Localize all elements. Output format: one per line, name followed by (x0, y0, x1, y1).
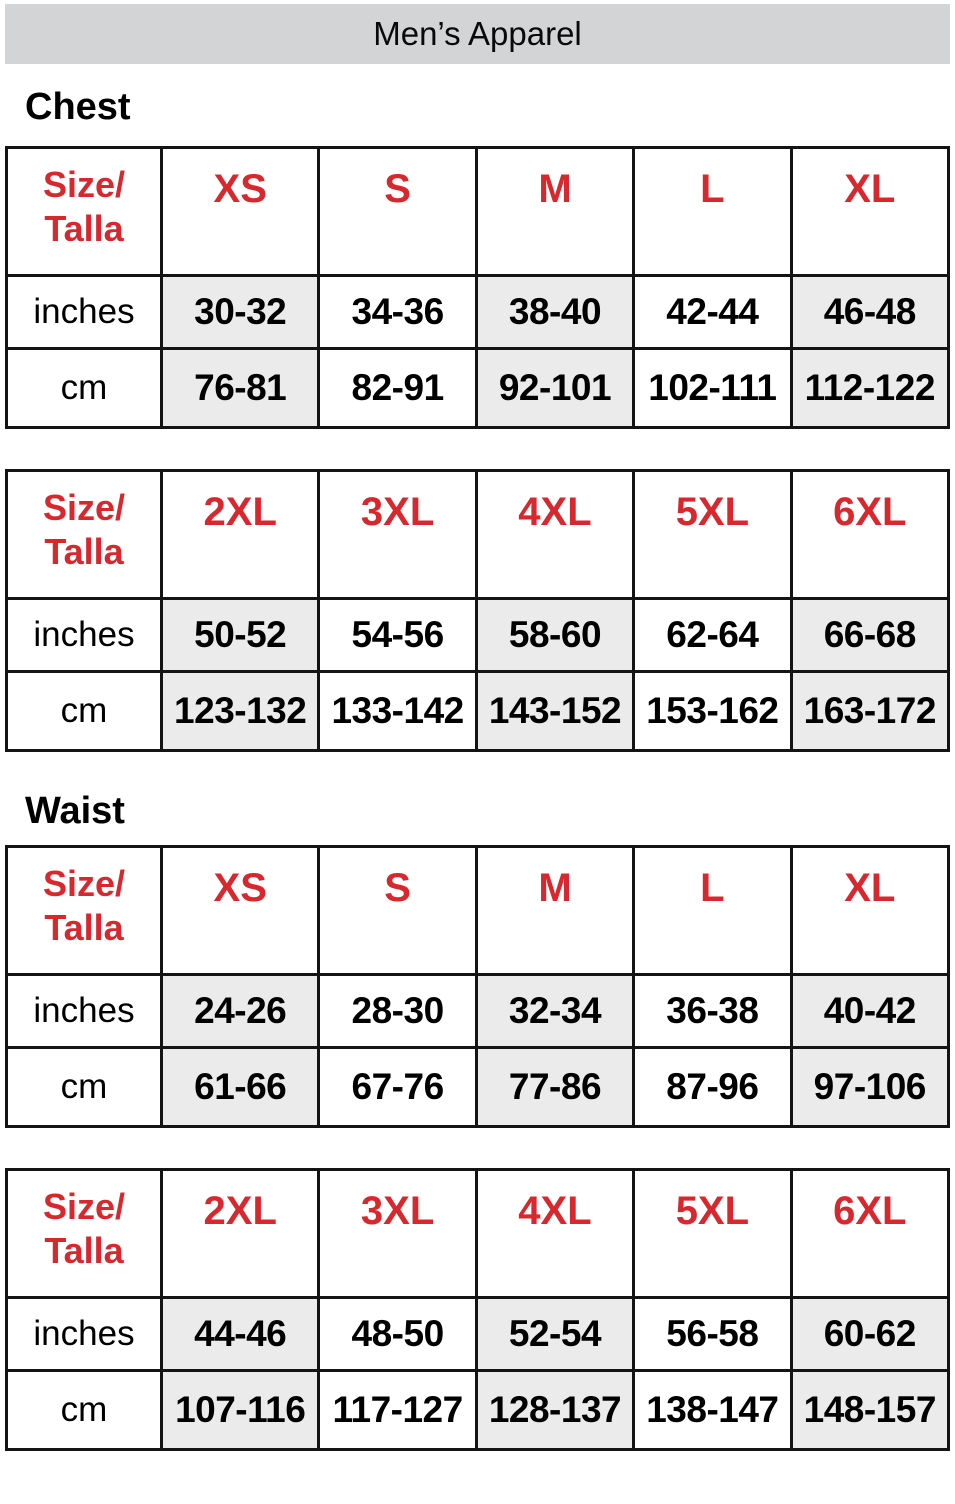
size-header-4xl: 4XL (476, 470, 633, 598)
cm-row (7, 671, 949, 750)
inches-row (7, 598, 949, 671)
size-header-xs: XS (162, 147, 319, 275)
title-bar (5, 4, 950, 64)
measurement-value: 163-172 (791, 671, 948, 750)
unit-label-cm: cm (7, 1371, 162, 1450)
measurement-value: 128-137 (476, 1371, 633, 1450)
measurement-value: 36-38 (634, 975, 791, 1048)
size-header-m: M (476, 147, 633, 275)
size-header-xs: XS (162, 847, 319, 975)
unit-label-inches: inches (7, 1298, 162, 1371)
corner-line-talla: Talla (44, 907, 124, 949)
corner-line-size: Size/ (42, 486, 126, 528)
corner-line-size: Size/ (42, 163, 126, 205)
inches-row (7, 975, 949, 1048)
inches-row (7, 275, 949, 348)
measurement-value: 58-60 (476, 598, 633, 671)
measurement-value: 143-152 (476, 671, 633, 750)
size-header-3xl: 3XL (319, 1170, 476, 1298)
table-header-row (7, 470, 949, 598)
size-header-m: M (476, 847, 633, 975)
measurement-value: 67-76 (319, 1048, 476, 1127)
measurement-value: 60-62 (791, 1298, 948, 1371)
measurement-value: 34-36 (319, 275, 476, 348)
measurement-value: 76-81 (162, 348, 319, 427)
measurement-value: 133-142 (319, 671, 476, 750)
measurement-value: 44-46 (162, 1298, 319, 1371)
cm-row (7, 348, 949, 427)
corner-line-talla: Talla (44, 207, 124, 249)
size-header-xl: XL (791, 847, 948, 975)
size-header-6xl: 6XL (791, 1170, 948, 1298)
measurement-value: 153-162 (634, 671, 791, 750)
chest-table-regular-sizes (5, 146, 950, 429)
measurement-value: 32-34 (476, 975, 633, 1048)
size-header-3xl: 3XL (319, 470, 476, 598)
unit-label-inches: inches (7, 598, 162, 671)
measurement-value: 46-48 (791, 275, 948, 348)
measurement-value: 54-56 (319, 598, 476, 671)
chest-table-extended-sizes (5, 469, 950, 752)
measurement-value: 92-101 (476, 348, 633, 427)
size-header-s: S (319, 847, 476, 975)
size-header-4xl: 4XL (476, 1170, 633, 1298)
page-title: Men’s Apparel (373, 15, 582, 52)
size-header-2xl: 2XL (162, 1170, 319, 1298)
size-header-s: S (319, 147, 476, 275)
corner-line-talla: Talla (44, 1230, 124, 1272)
section-heading-chest: Chest (25, 86, 131, 128)
measurement-value: 138-147 (634, 1371, 791, 1450)
cm-row (7, 1371, 949, 1450)
measurement-value: 102-111 (634, 348, 791, 427)
measurement-value: 82-91 (319, 348, 476, 427)
corner-size-talla-cell (7, 1170, 162, 1298)
measurement-value: 52-54 (476, 1298, 633, 1371)
corner-size-talla-cell (7, 470, 162, 598)
measurement-value: 40-42 (791, 975, 948, 1048)
measurement-value: 123-132 (162, 671, 319, 750)
corner-size-talla-cell (7, 847, 162, 975)
size-header-5xl: 5XL (634, 470, 791, 598)
unit-label-cm: cm (7, 671, 162, 750)
size-header-6xl: 6XL (791, 470, 948, 598)
size-header-5xl: 5XL (634, 1170, 791, 1298)
measurement-value: 77-86 (476, 1048, 633, 1127)
cm-row (7, 1048, 949, 1127)
size-header-l: L (634, 847, 791, 975)
waist-table-regular-sizes (5, 845, 950, 1128)
measurement-value: 38-40 (476, 275, 633, 348)
measurement-value: 61-66 (162, 1048, 319, 1127)
corner-line-talla: Talla (44, 530, 124, 572)
measurement-value: 148-157 (791, 1371, 948, 1450)
inches-row (7, 1298, 949, 1371)
measurement-value: 30-32 (162, 275, 319, 348)
corner-line-size: Size/ (42, 863, 126, 905)
table-header-row (7, 1170, 949, 1298)
measurement-value: 66-68 (791, 598, 948, 671)
table-header-row (7, 147, 949, 275)
corner-line-size: Size/ (42, 1186, 126, 1228)
unit-label-inches: inches (7, 975, 162, 1048)
table-header-row (7, 847, 949, 975)
measurement-value: 56-58 (634, 1298, 791, 1371)
unit-label-cm: cm (7, 1048, 162, 1127)
measurement-value: 24-26 (162, 975, 319, 1048)
size-header-2xl: 2XL (162, 470, 319, 598)
section-heading-waist: Waist (25, 789, 125, 832)
measurement-value: 50-52 (162, 598, 319, 671)
measurement-value: 48-50 (319, 1298, 476, 1371)
size-header-l: L (634, 147, 791, 275)
waist-table-extended-sizes (5, 1168, 950, 1451)
corner-size-talla-cell (7, 147, 162, 275)
size-header-xl: XL (791, 147, 948, 275)
unit-label-inches: inches (7, 275, 162, 348)
measurement-value: 107-116 (162, 1371, 319, 1450)
unit-label-cm: cm (7, 348, 162, 427)
measurement-value: 42-44 (634, 275, 791, 348)
measurement-value: 87-96 (634, 1048, 791, 1127)
measurement-value: 97-106 (791, 1048, 948, 1127)
measurement-value: 28-30 (319, 975, 476, 1048)
measurement-value: 117-127 (319, 1371, 476, 1450)
measurement-value: 112-122 (791, 348, 948, 427)
measurement-value: 62-64 (634, 598, 791, 671)
